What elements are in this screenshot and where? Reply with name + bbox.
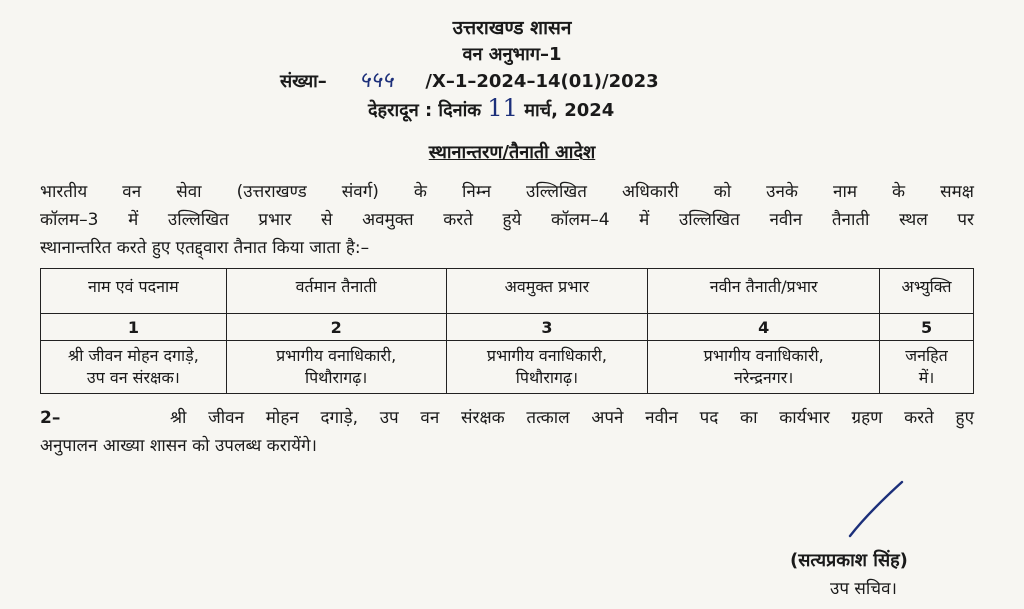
paragraph-1-line: स्थानान्तरित करते हुए एतद्द्वारा तैनात किया जाता है:–: [40, 238, 370, 258]
cell-line: प्रभागीय वनाधिकारी,: [486, 346, 607, 365]
transfer-table: [40, 268, 974, 394]
cell-line: प्रभागीय वनाधिकारी,: [276, 346, 397, 365]
cell-new-posting: [648, 341, 880, 394]
cell-line: उप वन संरक्षक।: [86, 368, 180, 387]
cell-current-posting: [226, 341, 446, 394]
paragraph-2: [40, 404, 974, 460]
signature-mark-icon: [836, 476, 916, 546]
date-day-handwritten: 11: [487, 94, 518, 122]
reference-label: संख्या–: [280, 71, 327, 92]
column-number: 4: [648, 314, 880, 341]
cell-line: श्री जीवन मोहन दगाड़े,: [67, 346, 199, 365]
column-number: 3: [446, 314, 648, 341]
cell-line: में।: [918, 368, 935, 387]
reference-number-handwritten: ५५५: [358, 68, 394, 93]
reference-file-number: /X–1–2024–14(01)/2023: [425, 71, 659, 92]
government-heading: उत्तराखण्ड शासन: [452, 17, 572, 39]
cell-line: जनहित: [905, 346, 948, 365]
paragraph-2-line: श्री जीवन मोहन दगाड़े, उप वन संरक्षक तत्काल अपने नवीन पद का कार्यभार ग्रहण करते हुए: [170, 408, 974, 428]
cell-line: पिथौरागढ़।: [304, 368, 368, 387]
column-number: 2: [226, 314, 446, 341]
paragraph-2-line: अनुपालन आख्या शासन को उपलब्ध करायेंगे।: [40, 436, 317, 456]
paragraph-1-line: भारतीय वन सेवा (उत्तराखण्ड संवर्ग) के निम्न उल्लिखित अधिकारी को उनके नाम के समक्ष: [40, 182, 974, 202]
date-line: [368, 94, 614, 122]
header-new-posting: नवीन तैनाती/प्रभार: [648, 269, 880, 314]
header-relieved-charge: अवमुक्त प्रभार: [446, 269, 648, 314]
paragraph-2-number: 2–: [40, 408, 61, 428]
table-column-number-row: [41, 314, 974, 341]
signatory-name: (सत्यप्रकाश सिंह): [790, 550, 908, 571]
reference-line: [280, 64, 659, 94]
column-number: 5: [880, 314, 974, 341]
cell-line: नरेन्द्रनगर।: [733, 368, 794, 387]
cell-line: पिथौरागढ़।: [515, 368, 579, 387]
date-month-year: मार्च, 2024: [524, 100, 615, 121]
cell-relieved-charge: [446, 341, 648, 394]
header-current-posting: वर्तमान तैनाती: [226, 269, 446, 314]
cell-name-designation: [41, 341, 227, 394]
header-name-designation: नाम एवं पदनाम: [41, 269, 227, 314]
cell-remarks: [880, 341, 974, 394]
header-remarks: अभ्युक्ति: [880, 269, 974, 314]
section-heading: वन अनुभाग–1: [462, 44, 562, 65]
signatory-designation: उप सचिव।: [830, 579, 897, 599]
table-header-row: [41, 269, 974, 314]
column-number: 1: [41, 314, 227, 341]
order-subject: स्थानान्तरण/तैनाती आदेश: [428, 142, 596, 163]
paragraph-1: [40, 178, 974, 262]
paragraph-1-line: कॉलम–3 में उल्लिखित प्रभार से अवमुक्त करते हुये कॉलम–4 में उल्लिखित नवीन तैनाती स्थल पर: [40, 210, 974, 230]
date-label: देहरादून : दिनांक: [368, 100, 482, 121]
cell-line: प्रभागीय वनाधिकारी,: [703, 346, 824, 365]
table-row: [41, 341, 974, 394]
